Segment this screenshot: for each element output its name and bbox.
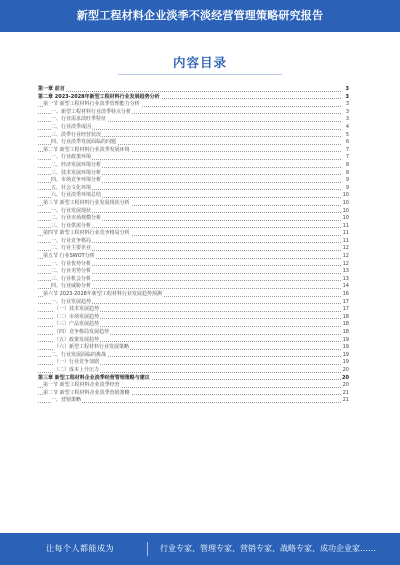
- toc-entry-label: 五、社会文化环境: [51, 184, 92, 191]
- toc-entry[interactable]: [38, 397, 349, 405]
- toc-entry-page: 20: [342, 382, 349, 389]
- toc-heading: 内容目录: [172, 55, 227, 70]
- toc-entry-label: （二）市场发展趋势: [54, 313, 100, 320]
- toc-entry-label: 二、行业淡季成因: [51, 123, 92, 130]
- toc-entry-label: 一、行业发展趋势: [51, 298, 92, 305]
- toc-entry-page: 3: [341, 116, 349, 124]
- toc-entry-label: 第五节 行业SWOT分析: [43, 253, 95, 260]
- toc-entry-label: 第一章 前言: [38, 86, 65, 92]
- toc-entry-page: 11: [342, 237, 349, 244]
- toc-entry-label: 第三章 新型工程材料企业淡季经营管理策略与建议: [38, 374, 150, 381]
- toc-entry[interactable]: [38, 208, 349, 216]
- footer-divider: [147, 542, 148, 556]
- toc-entry-label: 四、行业威胁分析: [51, 283, 92, 290]
- toc-entry[interactable]: [38, 367, 349, 375]
- toc-entry-page: 10: [342, 199, 349, 206]
- toc-entry-page: 10: [342, 215, 349, 222]
- toc-entry-page: 13: [342, 275, 349, 282]
- toc-entry-page: 18: [342, 329, 349, 335]
- toc-entry[interactable]: [38, 215, 349, 223]
- toc-entry-label: 三、淡季行业经营状况: [51, 131, 102, 138]
- toc-entry-label: （四）竞争格局发展趋势: [54, 329, 110, 335]
- toc-entry-label: 四、市场竞争环境分析: [51, 177, 102, 184]
- toc-entry-page: 3: [341, 86, 349, 94]
- toc-entry-page: 9: [341, 177, 349, 185]
- toc-entry[interactable]: [38, 253, 349, 261]
- toc-entry-page: 3: [341, 94, 349, 102]
- toc-entry-label: 一、行业发展现状: [51, 207, 92, 214]
- toc-entry-page: 19: [342, 351, 349, 358]
- toc-entry-page: 18: [342, 321, 349, 328]
- table-of-contents: [38, 86, 349, 405]
- toc-entry-label: （一）技术发展趋势: [54, 306, 100, 313]
- toc-entry[interactable]: [38, 245, 349, 253]
- toc-entry-label: 四、行业淡季发展面临的问题: [51, 139, 117, 146]
- toc-entry-page: 12: [342, 245, 349, 252]
- toc-entry-label: 二、行业劣势分析: [51, 268, 92, 275]
- toc-entry-label: 二、行业市场规模分析: [51, 215, 102, 222]
- toc-entry-label: （一）行业竞争加剧: [54, 359, 100, 366]
- report-title: 新型工程材料企业淡季不淡经营管理策略研究报告: [76, 9, 324, 22]
- toc-entry-label: 第一节 新型工程材料企业淡季经营: [43, 382, 120, 389]
- toc-entry-page: 14: [342, 283, 349, 290]
- toc-entry-page: 8: [341, 162, 349, 170]
- toc-entry-page: 19: [342, 359, 349, 366]
- toc-entry-page: 18: [342, 313, 349, 320]
- toc-entry-label: 第二节 新型工程材料行业淡季发展环境: [43, 146, 130, 153]
- toc-entry-page: 16: [342, 291, 349, 298]
- toc-entry[interactable]: [38, 154, 349, 162]
- toc-entry[interactable]: [38, 283, 349, 291]
- toc-entry-label: 六、行业淡季环境总结: [51, 192, 102, 199]
- toc-entry-label: 一、营销策略: [51, 397, 82, 404]
- toc-entry-label: 二、经济发展环境分析: [51, 161, 102, 168]
- toc-entry-label: 一、行业需求淡旺季特征: [51, 116, 107, 123]
- toc-entry-label: （二）成本上升压力: [54, 366, 100, 373]
- toc-entry[interactable]: [38, 306, 349, 314]
- toc-entry-page: 17: [342, 298, 349, 305]
- footer-slogan-right: 行业专家、管理专家、营销专家、战略专家、成功企业家……: [160, 544, 376, 553]
- toc-entry-page: 10: [342, 192, 349, 199]
- toc-entry-page: 11: [342, 222, 349, 229]
- toc-entry-page: 8: [341, 170, 349, 178]
- toc-entry[interactable]: [38, 268, 349, 276]
- toc-entry[interactable]: [38, 101, 349, 109]
- header-bar: [0, 0, 400, 32]
- toc-entry-page: 7: [341, 154, 349, 162]
- toc-entry-label: 三、行业机会分析: [51, 275, 92, 282]
- toc-entry[interactable]: [38, 230, 349, 238]
- toc-entry[interactable]: [38, 86, 349, 94]
- toc-entry-label: 第二节 新型工程材料企业淡季营销策略: [43, 389, 130, 396]
- toc-entry-page: 12: [342, 260, 349, 267]
- toc-entry-page: 11: [342, 230, 349, 237]
- toc-entry-page: 19: [342, 336, 349, 343]
- toc-entry[interactable]: [38, 200, 349, 208]
- toc-entry-label: 三、技术发展环境分析: [51, 169, 102, 176]
- toc-entry-label: 一、行业政策环境: [51, 154, 92, 161]
- toc-entry-label: 第六节 2023-2028年新型工程材料行业发展趋势预测: [43, 291, 162, 298]
- toc-entry-page: 21: [342, 389, 349, 396]
- toc-entry-page: 3: [341, 109, 349, 117]
- toc-entry-page: 7: [341, 147, 349, 155]
- toc-entry[interactable]: [38, 359, 349, 367]
- toc-entry-label: 第一节 新型工程材料行业淡季管理能力分析: [43, 101, 140, 108]
- toc-entry-label: 二、行业发展面临的挑战: [51, 351, 107, 358]
- toc-entry-label: （三）产品发展趋势: [54, 321, 100, 328]
- toc-entry-label: 第三节 新型工程材料行业发展现状分析: [43, 199, 130, 206]
- toc-entry[interactable]: [38, 124, 349, 132]
- dot-leader: [38, 402, 341, 403]
- toc-entry-page: 20: [342, 366, 349, 373]
- toc-entry-page: 6: [341, 139, 349, 147]
- toc-entry-page: 12: [342, 253, 349, 260]
- toc-entry-page: 17: [342, 306, 349, 313]
- toc-entry-label: 二、行业主要企业: [51, 245, 92, 252]
- toc-entry[interactable]: [38, 177, 349, 185]
- toc-entry-label: 第四节 新型工程材料行业竞争格局分析: [43, 230, 130, 237]
- toc-entry[interactable]: [38, 390, 349, 398]
- toc-entry[interactable]: [38, 321, 349, 329]
- toc-entry-label: （六）新型工程材料行业发展策略: [54, 344, 130, 351]
- dot-leader: [38, 91, 341, 92]
- toc-entry[interactable]: [38, 344, 349, 352]
- toc-entry-label: 三、行业供需分析: [51, 222, 92, 229]
- toc-entry-page: 13: [342, 268, 349, 275]
- toc-entry-page: 3: [341, 101, 349, 109]
- toc-entry-page: 19: [342, 344, 349, 351]
- toc-entry[interactable]: [38, 116, 349, 124]
- heading-rule: [118, 74, 282, 75]
- toc-entry[interactable]: [38, 329, 349, 337]
- toc-entry-label: 第二章 2023-2028年新型工程材料行业发展趋势分析: [38, 93, 160, 100]
- toc-entry[interactable]: [38, 291, 349, 299]
- toc-entry-page: 4: [341, 124, 349, 132]
- toc-entry[interactable]: [38, 162, 349, 170]
- toc-entry-page: 21: [342, 397, 349, 404]
- toc-entry-label: 一、行业竞争格局: [51, 237, 92, 244]
- toc-entry[interactable]: [38, 192, 349, 200]
- toc-entry-page: 20: [342, 374, 349, 381]
- toc-entry-label: （五）政策发展趋势: [54, 336, 100, 343]
- toc-entry-label: 一、新型工程材料行业淡季特点分析: [51, 108, 132, 115]
- toc-entry-label: 一、行业优势分析: [51, 260, 92, 267]
- footer-bar: [0, 533, 400, 565]
- toc-entry[interactable]: [38, 382, 349, 390]
- toc-entry[interactable]: [38, 139, 349, 147]
- toc-entry[interactable]: [38, 170, 349, 178]
- toc-entry-page: 5: [341, 132, 349, 140]
- toc-entry-page: 9: [341, 185, 349, 193]
- footer-slogan-left: 让每个人都能成为: [46, 544, 114, 553]
- toc-entry-page: 10: [342, 207, 349, 214]
